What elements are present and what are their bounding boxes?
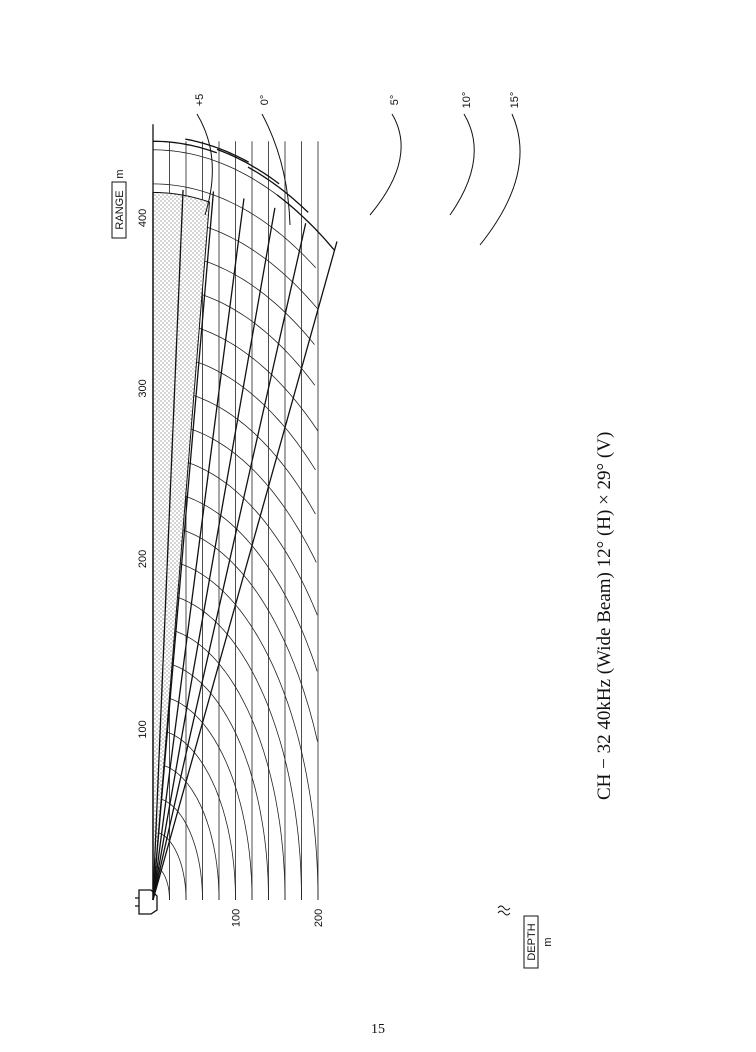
- tilt-leader-line: [480, 114, 520, 245]
- beam-range-cap: [277, 195, 334, 250]
- chart-caption: CH − 32 40kHz (Wide Beam) 12° (H) × 29° (V): [594, 431, 615, 800]
- tilt-label: +5: [194, 93, 206, 107]
- beam-range-cap: [217, 149, 279, 183]
- range-tick-label: 400: [137, 208, 149, 228]
- beam-range-cap: [248, 167, 308, 212]
- range-tick-label: 300: [137, 379, 149, 398]
- depth-label-text: DEPTH: [526, 923, 538, 961]
- depth-unit-text: m: [542, 937, 554, 947]
- range-tick-label: 200: [137, 549, 149, 569]
- beam-range-cap: [153, 141, 217, 153]
- axis-break-mark: [498, 906, 510, 915]
- tilt-label: 10°: [461, 91, 473, 109]
- tilt-leader-line: [262, 114, 290, 225]
- depth-tick-label: 100: [230, 908, 243, 928]
- tilt-leader-line: [450, 114, 474, 215]
- range-axis-title: [112, 169, 126, 238]
- tilt-leader-line: [370, 114, 401, 215]
- range-unit-text: m: [114, 169, 126, 179]
- beam-layer: [153, 139, 337, 900]
- range-label-text: RANGE: [114, 190, 126, 230]
- depth-tick-label: 200: [313, 908, 325, 928]
- range-tick-label: 100: [137, 720, 149, 739]
- page-number: 15: [371, 1022, 385, 1037]
- tilt-label: 5°: [389, 94, 401, 106]
- tilt-label: 15°: [509, 91, 521, 109]
- ship-icon: [135, 890, 157, 914]
- depth-axis-title: [524, 916, 554, 968]
- tilt-label: 0°: [259, 94, 271, 106]
